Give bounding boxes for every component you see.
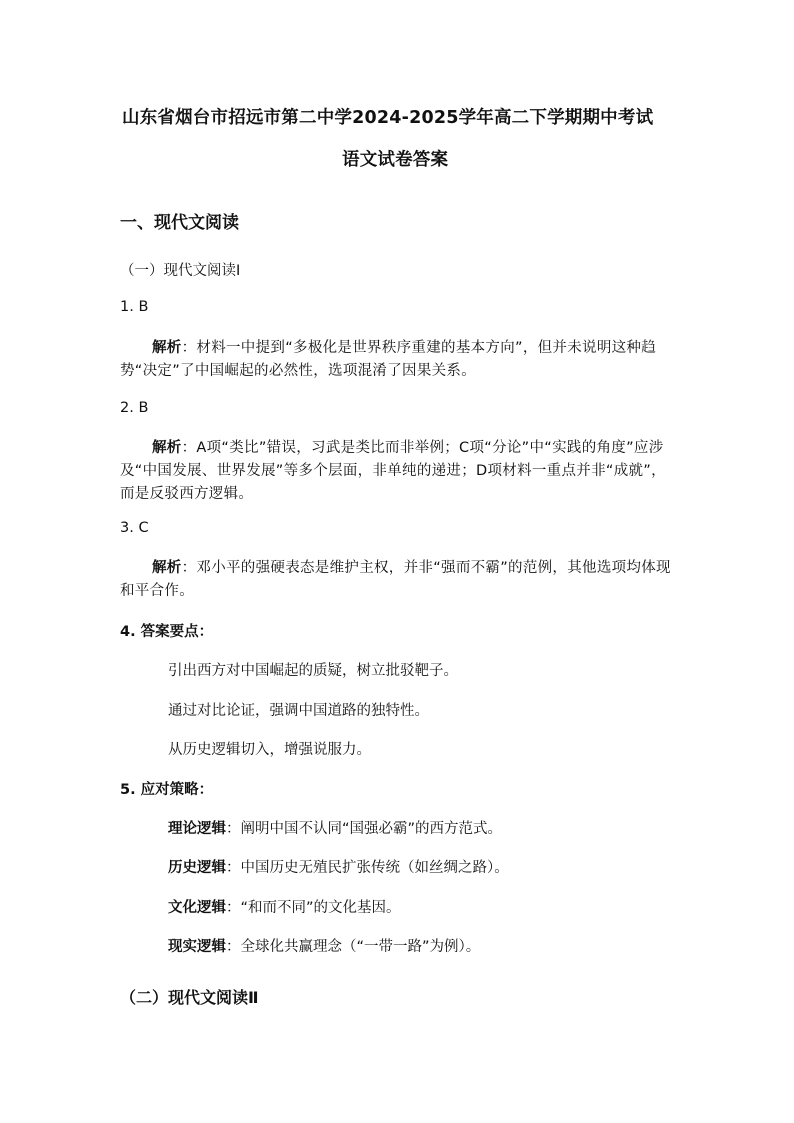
explanation-q2 (120, 437, 672, 506)
q5-point (168, 896, 401, 917)
explanation-label: 解析 (152, 440, 182, 456)
explanation-text: ：A项“类比”错误，习武是类比而非举例；C项“分论”中“实践的角度”应涉及“中国发展、世界发展”等多个层面，非单纯的递进；D项材料一重点并非“成就”，而是反驳西方逻辑。 (120, 440, 666, 502)
q4-heading: 4. 答案要点： (120, 624, 214, 640)
explanation-q1 (120, 337, 672, 383)
part-heading: （一）现代文阅读Ⅰ (120, 263, 241, 279)
q5-point-label: 文化逻辑 (168, 900, 226, 916)
explanation-text: ：邓小平的强硬表态是维护主权，并非“强而不霸”的范例，其他选项均体现和平合作。 (120, 560, 671, 599)
q5-point-text: ：中国历史无殖民扩张传统（如丝绸之路）。 (226, 860, 509, 876)
explanation-q3 (120, 557, 672, 603)
q5-point (168, 935, 480, 956)
q5-point-text: ：阐明中国不认同“国强必霸”的西方范式。 (226, 821, 503, 837)
answer-q2: 2. B (120, 400, 149, 416)
q5-point-label: 现实逻辑 (168, 939, 226, 955)
doc-title-line1: 山东省烟台市招远市第二中学2024-2025学年高二下学期期中考试 (122, 108, 654, 128)
q5-point (168, 817, 502, 838)
answer-q1: 1. B (120, 299, 149, 315)
q5-heading: 5. 应对策略： (120, 782, 214, 798)
explanation-text: ：材料一中提到“多极化是世界秩序重建的基本方向”，但并未说明这种趋势“决定”了中国崛起的必然性，选项混淆了因果关系。 (120, 340, 657, 379)
answer-q3: 3. C (120, 520, 149, 536)
explanation-label: 解析 (152, 560, 182, 576)
q4-point: 通过对比论证，强调中国道路的独特性。 (168, 703, 429, 719)
q4-point: 从历史逻辑切入，增强说服力。 (168, 742, 371, 758)
q5-point-text: ：全球化共赢理念（“一带一路”为例）。 (226, 939, 481, 955)
section-heading: 一、现代文阅读 (120, 213, 239, 233)
q5-point (168, 856, 509, 877)
q5-point-label: 历史逻辑 (168, 860, 226, 876)
q5-point-text: ：“和而不同”的文化基因。 (226, 900, 401, 916)
part-heading: （二）现代文阅读Ⅱ (120, 988, 259, 1007)
explanation-label: 解析 (152, 340, 182, 356)
q4-point: 引出西方对中国崛起的质疑，树立批驳靶子。 (168, 663, 458, 679)
q5-point-label: 理论逻辑 (168, 821, 226, 837)
doc-title-line2: 语文试卷答案 (342, 150, 449, 170)
